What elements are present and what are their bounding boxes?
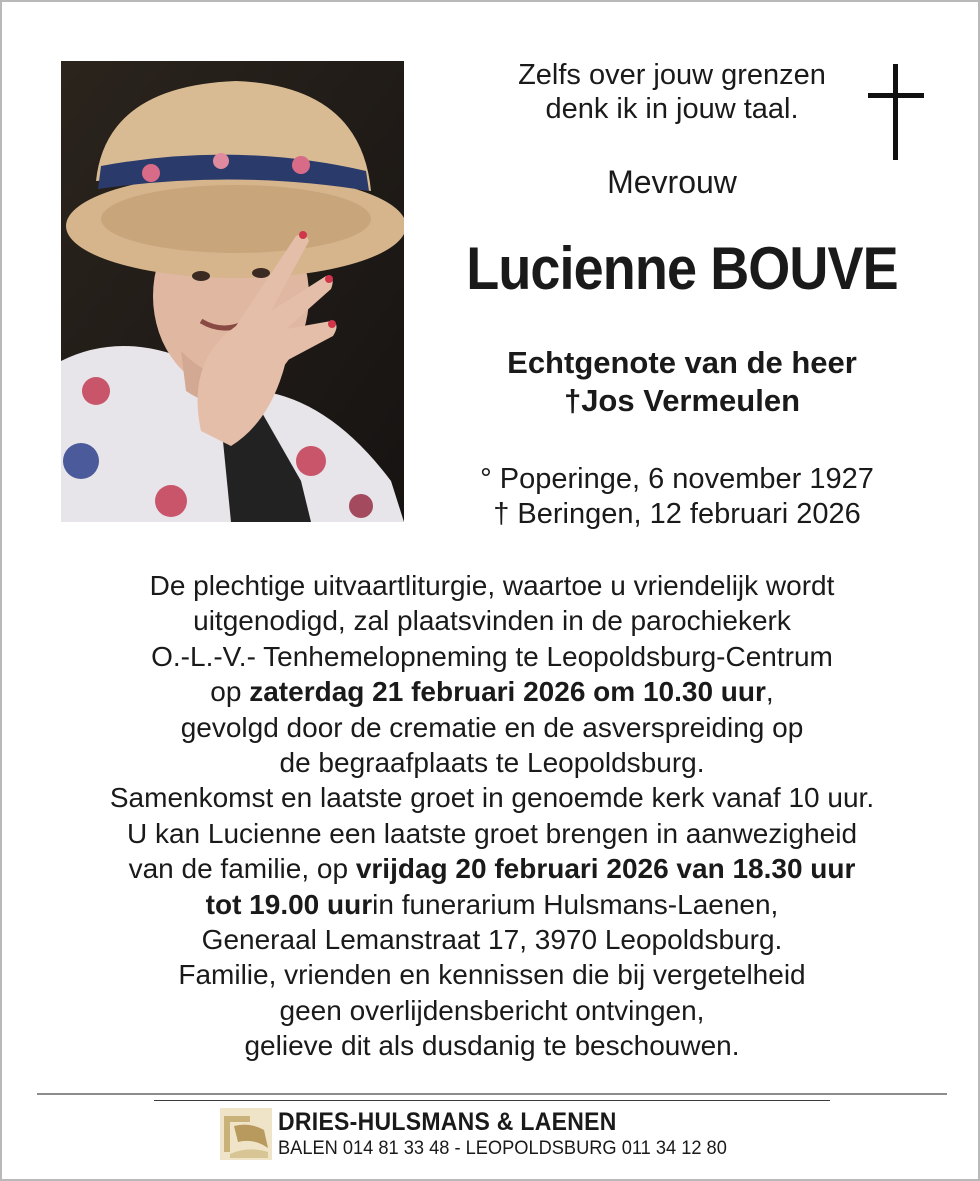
announcement-line: uitgenodigd, zal plaatsvinden in de parochiekerk bbox=[193, 605, 791, 637]
funeral-home-contact: BALEN 014 81 33 48 - LEOPOLDSBURG 011 34 12 80 bbox=[278, 1138, 727, 1159]
announcement-line bbox=[42, 887, 942, 922]
announcement-line bbox=[42, 674, 942, 709]
motto-line-1: Zelfs over jouw grenzen bbox=[518, 59, 826, 91]
visitation-end-time: tot 19.00 uur bbox=[205, 888, 373, 920]
announcement-line: gevolgd door de crematie en de asverspreiding op bbox=[180, 711, 804, 743]
spouse-info bbox=[447, 344, 917, 420]
visitation-date: vrijdag 20 februari 2026 van 18.30 uur bbox=[355, 853, 856, 885]
divider bbox=[37, 1093, 947, 1095]
announcement-line: Samenkomst en laatste groet in genoemde kerk vanaf 10 uur. bbox=[109, 782, 875, 814]
spouse-line-2: †Jos Vermeulen bbox=[563, 383, 801, 418]
text-fragment: in funerarium Hulsmans-Laenen, bbox=[372, 888, 779, 920]
cross-icon bbox=[868, 64, 924, 160]
text-fragment: van de familie, op bbox=[128, 853, 356, 885]
portrait-illustration bbox=[61, 61, 404, 522]
funeral-date: zaterdag 21 februari 2026 om 10.30 uur bbox=[249, 676, 766, 708]
deceased-name: Lucienne BOUVE bbox=[466, 235, 898, 302]
announcement-line: U kan Lucienne een laatste groet brengen in aanwezigheid bbox=[126, 817, 858, 849]
announcement-line: de begraafplaats te Leopoldsburg. bbox=[279, 747, 705, 779]
divider bbox=[154, 1100, 830, 1101]
motto-line-2: denk ik in jouw taal. bbox=[545, 93, 799, 125]
honorific: Mevrouw bbox=[607, 164, 737, 200]
announcement-line: De plechtige uitvaartliturgie, waartoe u vriendelijk wordt bbox=[149, 570, 835, 601]
motto bbox=[472, 58, 872, 126]
text-fragment: , bbox=[765, 676, 774, 708]
announcement-line: Familie, vrienden en kennissen die bij vergetelheid bbox=[178, 959, 806, 991]
death-date: † Beringen, 12 februari 2026 bbox=[493, 498, 861, 530]
announcement-line: geen overlijdensbericht ontvingen, bbox=[279, 994, 705, 1026]
life-dates bbox=[442, 462, 912, 532]
funeral-home-logo-icon bbox=[220, 1108, 272, 1160]
announcement-text bbox=[42, 568, 942, 1064]
announcement-line: O.-L.-V.- Tenhemelopneming te Leopoldsburg-Centrum bbox=[151, 640, 833, 672]
announcement-line: gelieve dit als dusdanig te beschouwen. bbox=[244, 1030, 740, 1062]
spouse-line-1: Echtgenote van de heer bbox=[507, 345, 857, 380]
text-fragment: op bbox=[210, 676, 250, 708]
funeral-home-name: DRIES-HULSMANS & LAENEN bbox=[278, 1108, 617, 1136]
announcement-line bbox=[42, 851, 942, 886]
portrait-photo bbox=[61, 61, 404, 522]
birth-date: ° Poperinge, 6 november 1927 bbox=[480, 463, 874, 495]
announcement-line: Generaal Lemanstraat 17, 3970 Leopoldsburg. bbox=[201, 924, 783, 956]
